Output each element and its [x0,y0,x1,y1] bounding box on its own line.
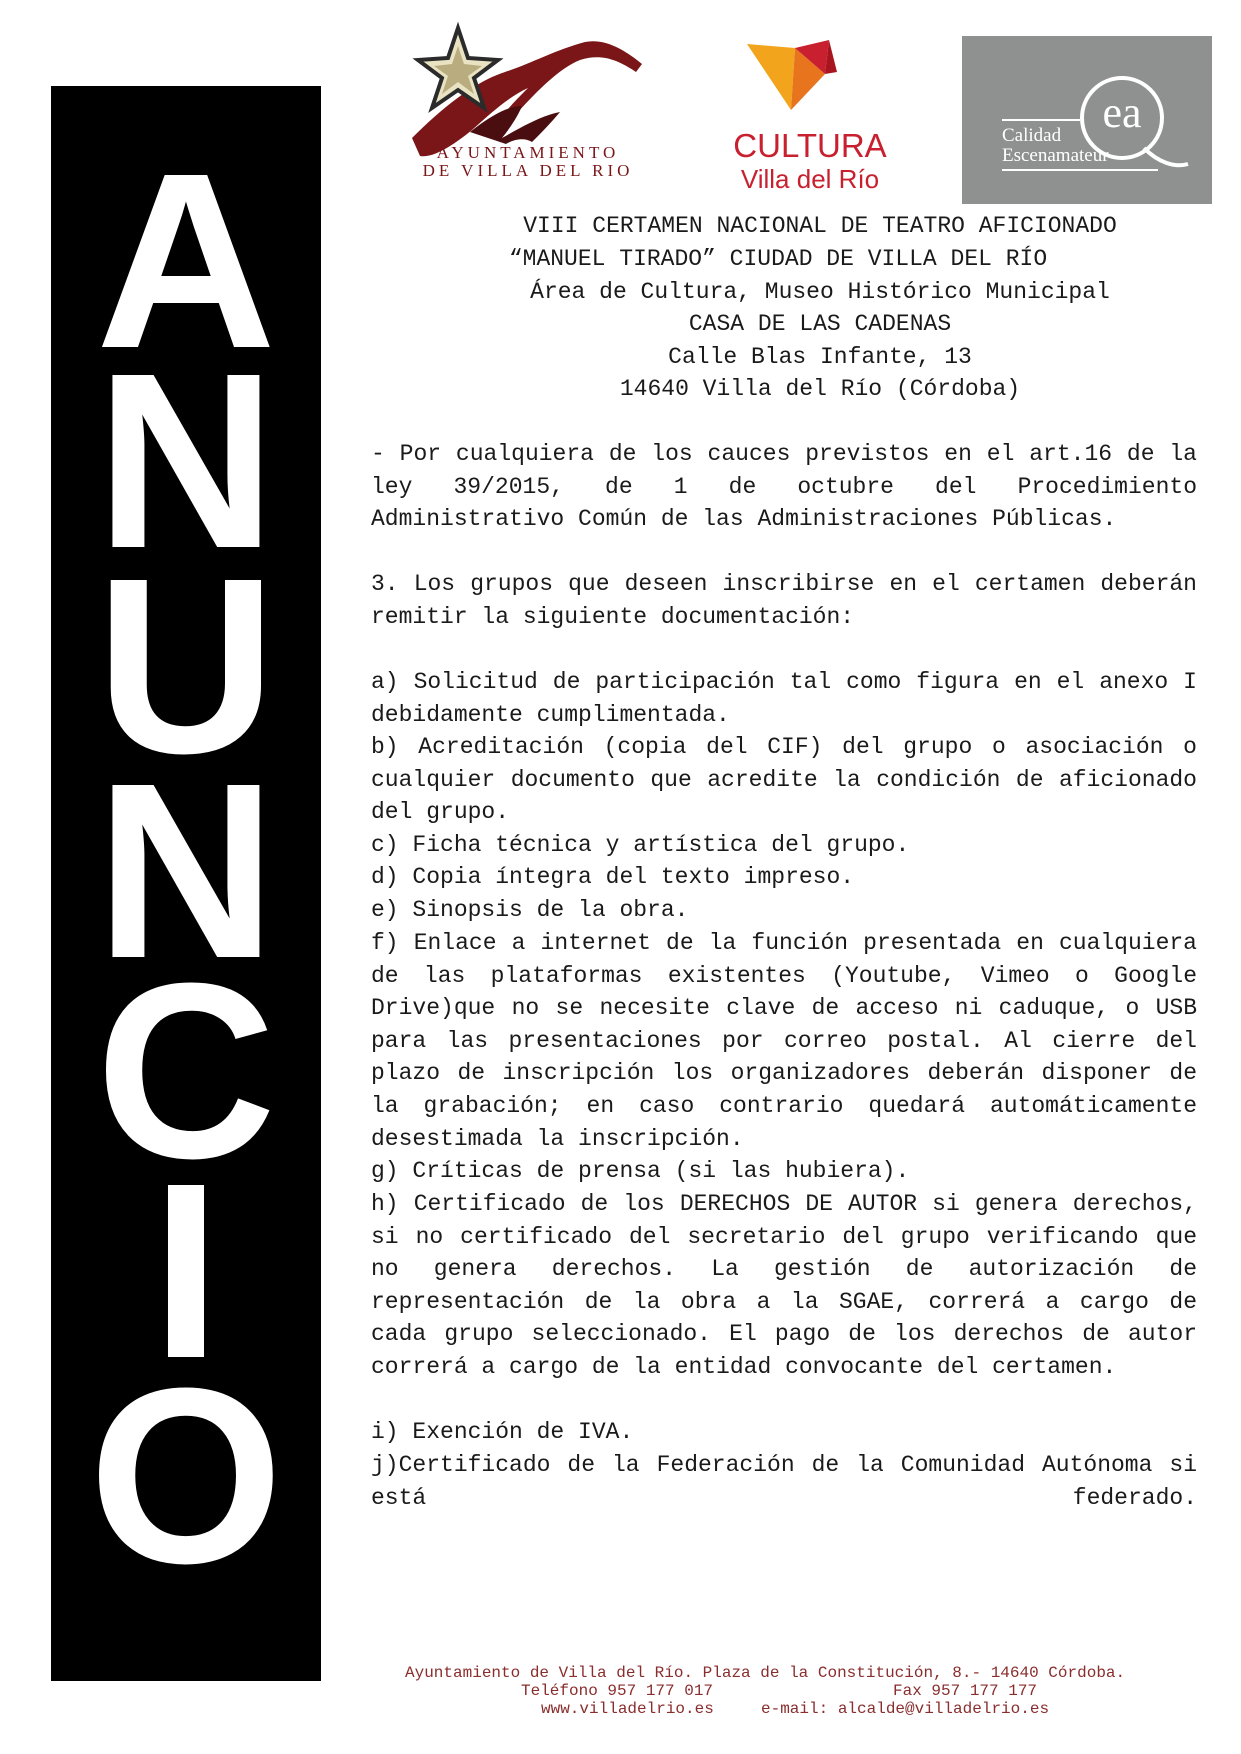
calidad-logo-line1: Calidad [1002,125,1062,146]
cultura-bird-icon [725,38,895,128]
banner-letter: U [95,526,277,805]
calidad-logo-line2: Escenamateur [1002,145,1109,166]
ea-seal-icon [962,36,1212,204]
calidad-escenamateur-logo [962,36,1212,204]
cultura-logo-subtitle: Villa del Río [740,164,880,194]
heading-subtitle: “MANUEL TIRADO” CIUDAD DE VILLA DEL RÍO [508,246,1048,272]
footer-email-link[interactable]: e-mail: alcalde@villadelrio.es [761,1700,1050,1718]
cultura-logo [725,38,895,198]
heading-venue: CASA DE LAS CADENAS [688,311,952,337]
ayuntamiento-logo [410,20,646,190]
anuncio-banner [51,86,321,1681]
calidad-logo-mark: ea [1102,88,1142,137]
list-item: d) Copia íntegra del texto impreso. [371,864,855,890]
heading-city: 14640 Villa del Río (Córdoba) [619,376,1021,402]
list-item: f) Enlace a internet de la función presentada en cualquiera de las plataformas existentes (Youtube, Vimeo o Google Drive)que no se necesite clave de acceso ni caduque, o USB para las presentaciones por correo postal. Al cierre del plazo de inscripción los organizadores deberán disponer de la grabación; en caso contrario quedará automáticamente desestimada la inscripción. [371,930,1197,1152]
ayuntamiento-logo-line1: AYUNTAMIENTO [436,143,620,162]
footer-website-link[interactable]: www.villadelrio.es [541,1700,714,1718]
list-item: a) Solicitud de participación tal como figura en el anexo I debidamente cumplimentada. [371,669,1197,728]
list-item: i) Exención de IVA. [371,1419,634,1445]
banner-letter: N [95,731,277,1010]
banner-letter: O [88,1336,284,1615]
heading-area: Área de Cultura, Museo Histórico Municipal [530,279,1110,305]
cultura-logo-title: CULTURA [733,127,887,164]
list-item: j)Certificado de la Federación de la Comunidad Autónoma si está federado. [371,1452,1197,1511]
list-item: e) Sinopsis de la obra. [371,897,689,923]
heading-title: VIII CERTAMEN NACIONAL DE TEATRO AFICIONADO [523,213,1117,239]
banner-letter: C [95,931,277,1210]
banner-letter: N [95,321,277,600]
point-3-paragraph: 3. Los grupos que deseen inscribirse en el certamen deberán remitir la siguiente documentación: [371,571,1197,630]
list-item: b) Acreditación (copia del CIF) del grupo o asociación o cualquier documento que acredite la condición de aficionado del grupo. [371,734,1197,826]
heading-street: Calle Blas Infante, 13 [668,344,972,370]
footer-address: Ayuntamiento de Villa del Río. Plaza de la Constitución, 8.- 14640 Córdoba. [405,1664,1126,1682]
list-item: c) Ficha técnica y artística del grupo. [371,832,910,858]
footer-fax: Fax 957 177 177 [893,1682,1038,1700]
footer-phone: Teléfono 957 177 017 [521,1682,714,1700]
banner-letter: I [151,1131,221,1410]
ayuntamiento-logo-line2: DE VILLA DEL RIO [422,161,634,180]
intro-paragraph: - Por cualquiera de los cauces previstos en el art.16 de la ley 39/2015, de 1 de octubre del Procedimiento Administrativo Común de las Administraciones Públicas. [371,441,1197,533]
banner-letter: A [95,121,277,400]
list-item: g) Críticas de prensa (si las hubiera). [371,1158,910,1184]
list-item: h) Certificado de los DERECHOS DE AUTOR si genera derechos, si no certificado del secretario del grupo verificando que no genera derechos. La gestión de autorización de representación de la obra a la SGAE, correrá a cargo de cada grupo seleccionado. El pago de los derechos de autor correrá a cargo de la entidad convocante del certamen. [371,1191,1197,1380]
